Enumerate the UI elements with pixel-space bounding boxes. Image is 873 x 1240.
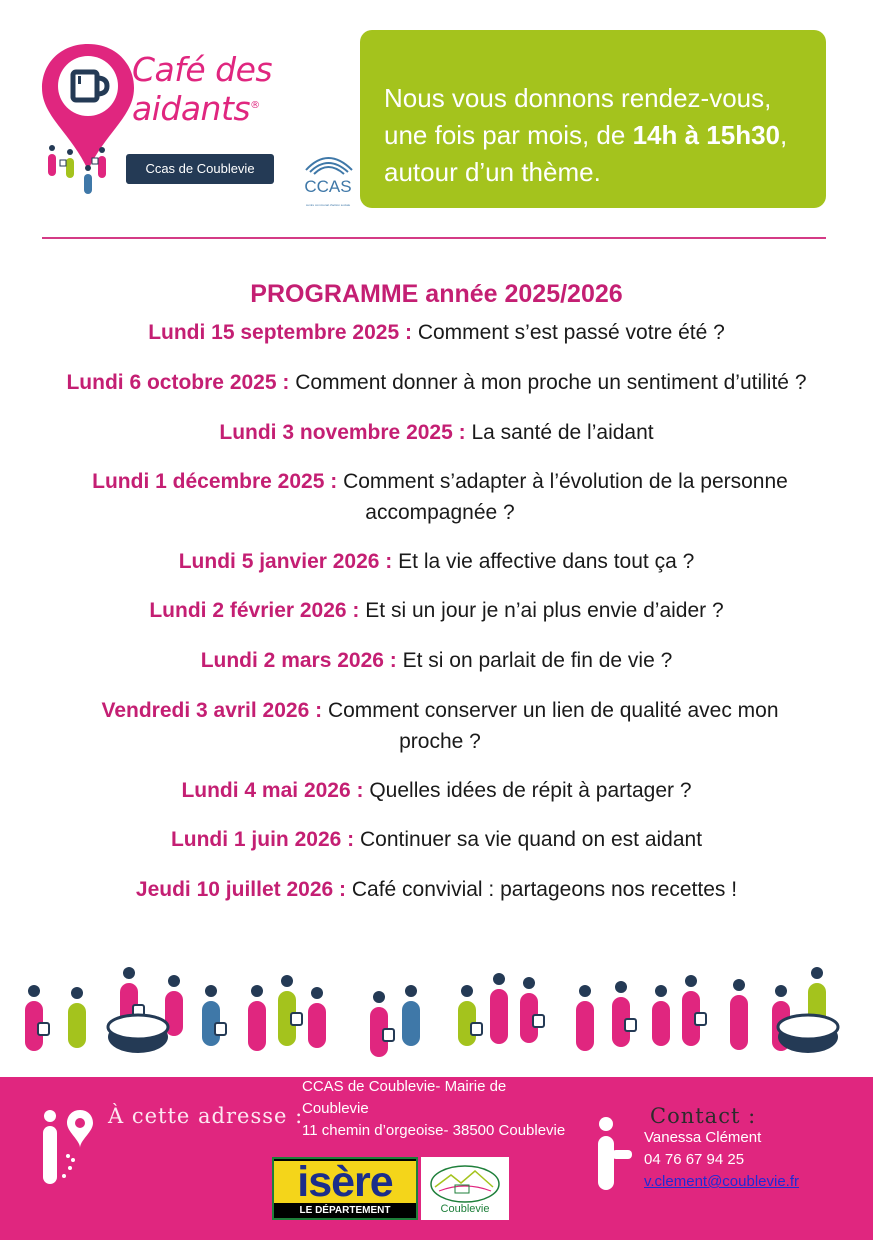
cafe-table bbox=[778, 1015, 838, 1053]
coffee-cup-icon bbox=[695, 1013, 706, 1025]
event-date: Vendredi 3 avril 2026 : bbox=[101, 699, 323, 722]
coublevie-logo-word: Coublevie bbox=[440, 1203, 490, 1215]
programme-title: PROGRAMME année 2025/2026 bbox=[250, 280, 623, 308]
event-date: Lundi 6 octobre 2025 : bbox=[66, 371, 290, 394]
logo-line1: Café des bbox=[132, 50, 273, 89]
isere-logo-subtitle: LE DÉPARTEMENT bbox=[299, 1205, 391, 1216]
contact-email-link[interactable]: v.clement@coublevie.fr bbox=[644, 1173, 800, 1190]
bubble-text-part1: Nous vous donnons rendez-vous, une fois par mois, de bbox=[384, 83, 772, 150]
address-line1: CCAS de Coublevie- Mairie de bbox=[302, 1078, 507, 1095]
coffee-cup-icon bbox=[625, 1019, 636, 1031]
person-figure bbox=[402, 985, 420, 1046]
address-label: À cette adresse : bbox=[108, 1104, 304, 1128]
event-date: Lundi 2 février 2026 : bbox=[149, 599, 360, 622]
ccas-logo-text: CCAS bbox=[304, 177, 352, 196]
logo-line2: aidants bbox=[132, 89, 251, 128]
event-topic: Comment conserver un lien de qualité avec mon proche ? bbox=[327, 699, 779, 753]
contact-phone: 04 76 67 94 25 bbox=[644, 1151, 745, 1168]
event-row bbox=[20, 874, 853, 905]
event-date: Lundi 1 décembre 2025 : bbox=[92, 470, 338, 493]
coffee-cup-icon bbox=[383, 1029, 394, 1041]
event-row bbox=[20, 367, 853, 398]
person-figure bbox=[68, 987, 86, 1048]
event-row bbox=[20, 317, 853, 348]
coublevie-emblem bbox=[421, 1157, 509, 1203]
bubble-text-hours: 14h à 15h30 bbox=[632, 120, 781, 150]
isere-logo bbox=[272, 1157, 418, 1220]
event-topic: Et si un jour je n’ai plus envie d’aider ? bbox=[365, 599, 724, 622]
person-figure bbox=[278, 975, 302, 1046]
event-row bbox=[20, 775, 853, 806]
event-row bbox=[20, 824, 853, 855]
event-row bbox=[20, 417, 853, 448]
person-figure bbox=[458, 985, 482, 1046]
person-figure bbox=[490, 973, 508, 1044]
address-line3: 11 chemin d’orgeoise- 38500 Coublevie bbox=[302, 1122, 566, 1139]
event-topic: Café convivial : partageons nos recettes ! bbox=[351, 878, 738, 901]
person-figure bbox=[682, 975, 706, 1046]
ccas-logo bbox=[302, 148, 354, 212]
location-pin-icon bbox=[40, 1108, 96, 1186]
person-figure bbox=[25, 985, 49, 1051]
ccas-badge: Ccas de Coublevie bbox=[126, 154, 274, 184]
logo-registered: ® bbox=[250, 100, 260, 111]
event-topic: Et la vie affective dans tout ça ? bbox=[398, 550, 695, 573]
event-date: Lundi 4 mai 2026 : bbox=[181, 779, 364, 802]
person-figure bbox=[576, 985, 594, 1051]
event-row bbox=[20, 595, 853, 626]
person-figure bbox=[612, 981, 636, 1047]
header-divider bbox=[42, 237, 826, 239]
event-topic: Continuer sa vie quand on est aidant bbox=[359, 828, 703, 851]
event-topic: La santé de l’aidant bbox=[471, 421, 654, 444]
coffee-cup-icon bbox=[291, 1013, 302, 1025]
person-figure bbox=[202, 985, 226, 1046]
info-person-icon bbox=[594, 1116, 634, 1192]
event-row bbox=[20, 645, 853, 676]
person-figure bbox=[520, 977, 544, 1043]
person-figure bbox=[652, 985, 670, 1046]
person-figure bbox=[730, 979, 748, 1050]
coublevie-logo bbox=[421, 1157, 509, 1220]
event-row bbox=[20, 546, 853, 577]
coffee-cup-icon bbox=[471, 1023, 482, 1035]
event-topic: Comment s’est passé votre été ? bbox=[417, 321, 725, 344]
coffee-cup-icon bbox=[215, 1023, 226, 1035]
ccas-logo-sub: centre communal d'action sociale bbox=[305, 203, 351, 207]
event-date: Lundi 5 janvier 2026 : bbox=[178, 550, 393, 573]
person-figure bbox=[370, 991, 394, 1057]
event-topic: Et si on parlait de fin de vie ? bbox=[402, 649, 673, 672]
event-row bbox=[80, 695, 800, 757]
event-date: Lundi 15 septembre 2025 : bbox=[148, 321, 412, 344]
people-illustration bbox=[20, 965, 855, 1070]
cafe-table bbox=[108, 1015, 168, 1053]
event-topic: Comment s’adapter à l’évolution de la personne accompagnée ? bbox=[343, 470, 788, 524]
coffee-cup-icon bbox=[533, 1015, 544, 1027]
isere-logo-word: isère bbox=[274, 1161, 416, 1203]
contact-name: Vanessa Clément bbox=[644, 1129, 762, 1146]
logo-title bbox=[132, 52, 272, 127]
contact-block bbox=[644, 1127, 799, 1193]
event-date: Lundi 2 mars 2026 : bbox=[200, 649, 397, 672]
event-topic: Quelles idées de répit à partager ? bbox=[369, 779, 692, 802]
event-row bbox=[90, 466, 790, 528]
event-date: Lundi 3 novembre 2025 : bbox=[219, 421, 466, 444]
event-topic: Comment donner à mon proche un sentiment d’utilité ? bbox=[295, 371, 807, 394]
event-date: Lundi 1 juin 2026 : bbox=[170, 828, 355, 851]
address-line2: Coublevie bbox=[302, 1100, 369, 1117]
address-block bbox=[302, 1076, 602, 1142]
bubble-text bbox=[384, 80, 804, 191]
person-figure bbox=[308, 987, 326, 1048]
coffee-cup-icon bbox=[38, 1023, 49, 1035]
contact-label: Contact : bbox=[650, 1104, 757, 1128]
event-date: Jeudi 10 juillet 2026 : bbox=[135, 878, 347, 901]
person-figure bbox=[248, 985, 266, 1051]
bubble-text-part2: , autour d’un thème. bbox=[384, 120, 788, 187]
